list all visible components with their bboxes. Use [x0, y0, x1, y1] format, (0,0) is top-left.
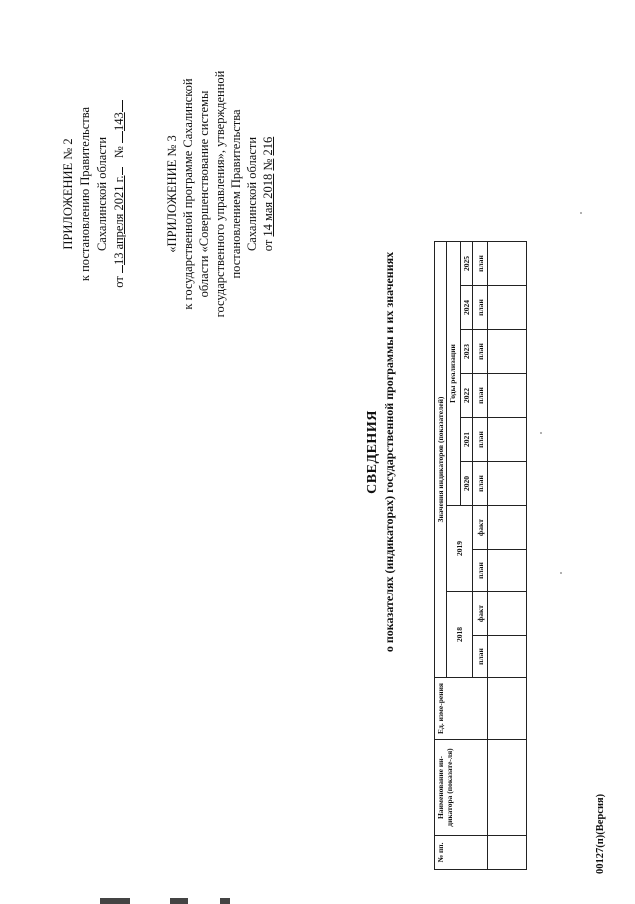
appendix-3-block [164, 44, 276, 344]
table-cell [488, 740, 527, 836]
header-2018-fact: факт [473, 592, 488, 636]
table-cell [488, 592, 527, 636]
date-blank-right [122, 167, 123, 175]
header-year-2024: 2024 [461, 286, 473, 330]
number-label: № [112, 146, 126, 159]
appendix-3-date: 14 мая 2018 [261, 173, 275, 237]
table-cell [488, 374, 527, 418]
header-2021-plan: план [473, 418, 488, 462]
number-blank-right [122, 100, 123, 112]
header-year-2020: 2020 [461, 462, 473, 506]
appendix-2-date-line [111, 44, 128, 344]
indicator-table [434, 241, 527, 870]
header-2023-plan: план [473, 330, 488, 374]
header-year-2021: 2021 [461, 418, 473, 462]
table-empty-row [488, 242, 527, 870]
table-cell [488, 330, 527, 374]
appendix-3-line-3: государственного управления», утвержденной [213, 70, 227, 318]
date-blank-left [122, 265, 123, 273]
number-blank-left [122, 131, 123, 143]
appendix-2-title: ПРИЛОЖЕНИЕ № 2 [61, 138, 75, 250]
header-indicator-name: Наименование ин-дикатора (показате-ля) [435, 740, 488, 836]
scan-artifact [100, 898, 130, 904]
appendix-3-line-5: Сахалинской области [245, 136, 259, 252]
scan-artifact [170, 898, 188, 904]
header-2024-plan: план [473, 286, 488, 330]
header-year-2022: 2022 [461, 374, 473, 418]
appendix-2-number: 143 [112, 112, 126, 132]
document-title: СВЕДЕНИЯ [365, 410, 380, 494]
scan-artifact [220, 898, 230, 904]
header-unit: Ед. изме-рения [435, 678, 488, 740]
header-year-2023: 2023 [461, 330, 473, 374]
appendix-2-line-1: к постановлению Правительства [78, 106, 92, 282]
header-year-2025: 2025 [461, 242, 473, 286]
header-realization-years: Годы реализации [447, 242, 461, 506]
header-year-2018: 2018 [447, 592, 473, 678]
appendix-3-title: «ПРИЛОЖЕНИЕ № 3 [165, 135, 179, 253]
table-header-row-1 [435, 242, 447, 870]
appendix-3-number-label: № [261, 158, 275, 171]
from-label: от [112, 276, 126, 288]
table-cell [488, 242, 527, 286]
table-cell [488, 636, 527, 678]
table-cell [488, 462, 527, 506]
appendix-3-line-4: постановлением Правительства [229, 109, 243, 279]
appendix-2-line-2: Сахалинской области [95, 136, 109, 252]
table-cell [488, 286, 527, 330]
appendix-3-number: 216 [261, 136, 275, 156]
table-cell [488, 418, 527, 462]
appendix-3-line-1: к государственной программе Сахалинской [181, 78, 195, 310]
table-cell [488, 550, 527, 592]
header-2019-plan: план [473, 550, 488, 592]
header-2019-fact: факт [473, 506, 488, 550]
document-subtitle: о показателях (индикаторах) государственной программы и их значениях [382, 251, 396, 653]
table-cell [488, 506, 527, 550]
header-2022-plan: план [473, 374, 488, 418]
header-2020-plan: план [473, 462, 488, 506]
appendix-2-date: 13 апреля 2021 г. [112, 175, 126, 266]
appendix-2-block [60, 44, 128, 344]
table-cell [488, 678, 527, 740]
appendix-3-date-line [260, 44, 276, 344]
header-2025-plan: план [473, 242, 488, 286]
header-year-2019: 2019 [447, 506, 473, 592]
indicator-table-wrapper [434, 241, 527, 870]
header-no: № пп. [435, 836, 488, 870]
footer-document-code: 00127(п)(Версия) [595, 793, 606, 874]
scan-speck [540, 432, 542, 434]
appendix-3-line-2: области «Совершенствование системы [197, 90, 211, 298]
header-2018-plan: план [473, 636, 488, 678]
header-values-group: Значения индикаторов (показателей) [435, 242, 447, 678]
table-cell [488, 836, 527, 870]
appendix-3-from-label: от [261, 239, 275, 252]
scan-speck [560, 572, 562, 574]
scan-speck [580, 212, 582, 214]
